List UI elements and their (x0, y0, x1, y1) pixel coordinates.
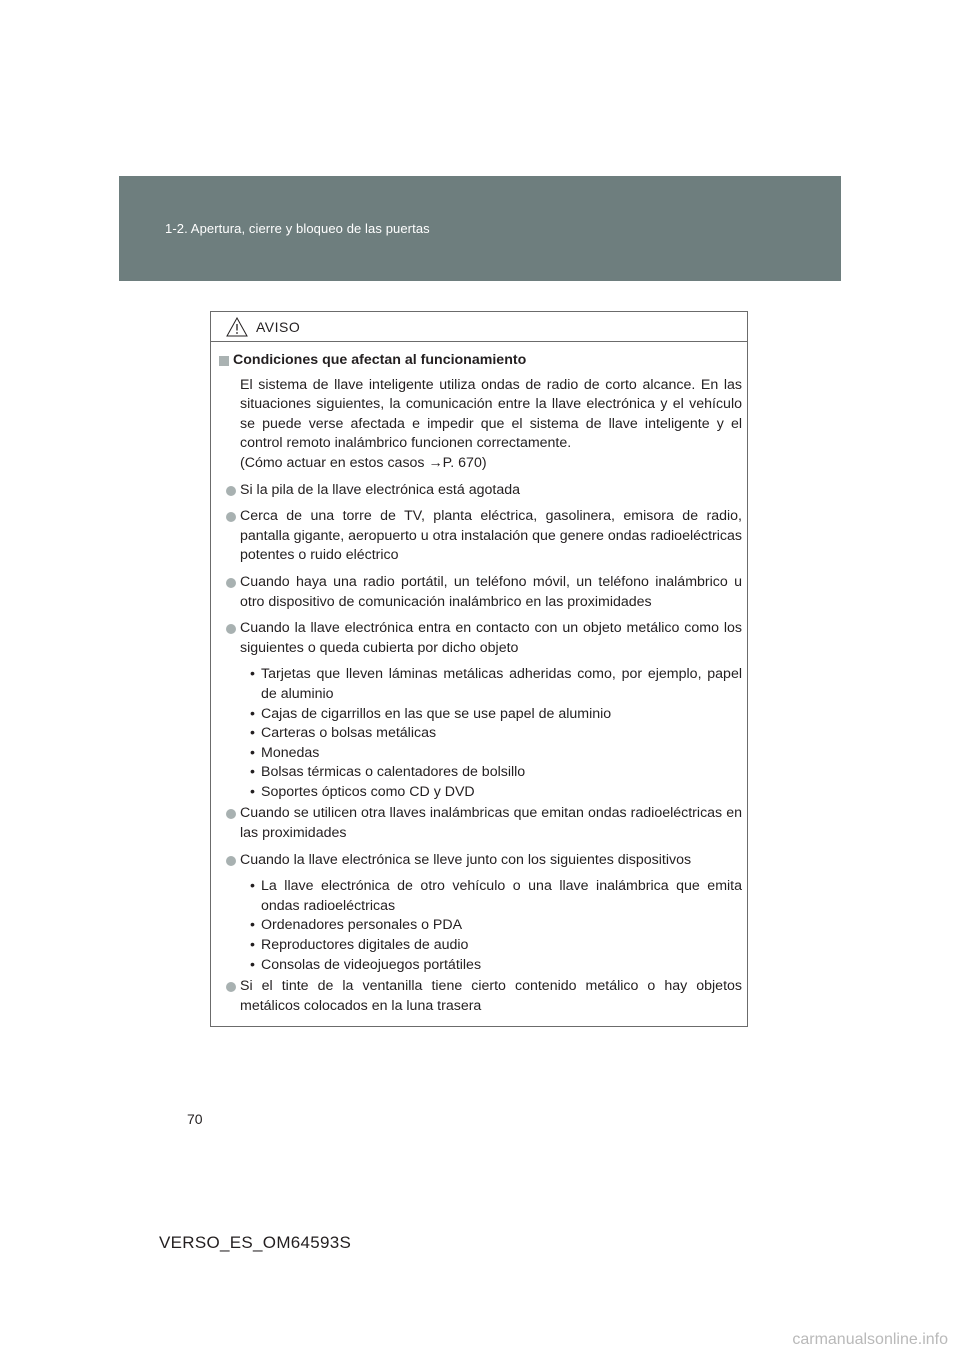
page-reference: (Cómo actuar en estos casos →P. 670) (240, 454, 487, 471)
sub-list-item: • Cajas de cigarrillos en las que se use papel de aluminio (250, 705, 612, 722)
warning-header (211, 312, 747, 342)
sub-list-item: • Carteras o bolsas metálicas (250, 725, 437, 742)
section-heading-text: Condiciones que afectan al funcionamiento (233, 352, 527, 368)
circle-bullet-icon (226, 578, 236, 588)
circle-bullet-icon (226, 486, 236, 496)
sub-list-item: • Ordenadores personales o PDA (250, 917, 463, 934)
circle-bullet-icon (226, 982, 236, 992)
list-item: Cerca de una torre de TV, planta eléctrica, gasolinera, emisora de radio, pantalla gigante, aeropuerto u otra instalación que genere ondas radioeléctricas potentes o ruido eléctrico (219, 507, 742, 566)
sub-list-item: • Monedas (250, 744, 320, 761)
devices-list (219, 877, 742, 975)
sub-list-item: • Reproductores digitales de audio (250, 937, 469, 954)
circle-bullet-icon (226, 624, 236, 634)
list-item: Cuando la llave electrónica entra en contacto con un objeto metálico como los siguientes o queda cubierta por dicho objeto (219, 619, 742, 658)
sub-list-item: • Bolsas térmicas o calentadores de bolsillo (250, 764, 526, 781)
circle-bullet-icon (226, 809, 236, 819)
chapter-header-band (119, 176, 841, 281)
metal-objects-list (219, 665, 742, 802)
list-item: Cuando haya una radio portátil, un teléfono móvil, un teléfono inalámbrico u otro dispositivo de comunicación inalámbrico en las proximidades (219, 573, 742, 612)
list-item: Si el tinte de la ventanilla tiene cierto contenido metálico o hay objetos metálicos colocados en la luna trasera (219, 977, 742, 1016)
warning-label: AVISO (256, 319, 301, 335)
intro-paragraph: El sistema de llave inteligente utiliza ondas de radio de corto alcance. En las situaciones siguientes, la comunicación entre la llave electrónica y el vehículo se puede verse afectada e impedir que el sistema de llave inteligente y el control remoto inalámbrico funcionen correctamente. (240, 376, 742, 452)
sub-list-item: • Tarjetas que lleven láminas metálicas adheridas como, por ejemplo, papel de aluminio (250, 666, 742, 702)
document-code: VERSO_ES_OM64593S (159, 1233, 352, 1252)
sub-list-item: • La llave electrónica de otro vehículo o una llave inalámbrica que emita ondas radioeléctricas (250, 878, 742, 914)
watermark: carmanualsonline.info (792, 1331, 948, 1348)
section-heading (219, 351, 742, 371)
list-item: Si la pila de la llave electrónica está agotada (219, 481, 742, 501)
circle-bullet-icon (226, 856, 236, 866)
chapter-title: 1-2. Apertura, cierre y bloqueo de las puertas (165, 221, 430, 236)
sub-list-item: • Consolas de videojuegos portátiles (250, 956, 482, 973)
sub-list-item: • Soportes ópticos como CD y DVD (250, 783, 475, 800)
list-item: Cuando se utilicen otra llaves inalámbricas que emitan ondas radioeléctricas en las proximidades (219, 804, 742, 843)
page-number: 70 (187, 1111, 203, 1127)
circle-bullet-icon (226, 512, 236, 522)
warning-body (211, 342, 747, 1026)
warning-triangle-icon (226, 317, 248, 337)
list-item: Cuando la llave electrónica se lleve junto con los siguientes dispositivos (219, 851, 742, 871)
warning-box (210, 311, 748, 1027)
square-bullet-icon (219, 356, 229, 366)
